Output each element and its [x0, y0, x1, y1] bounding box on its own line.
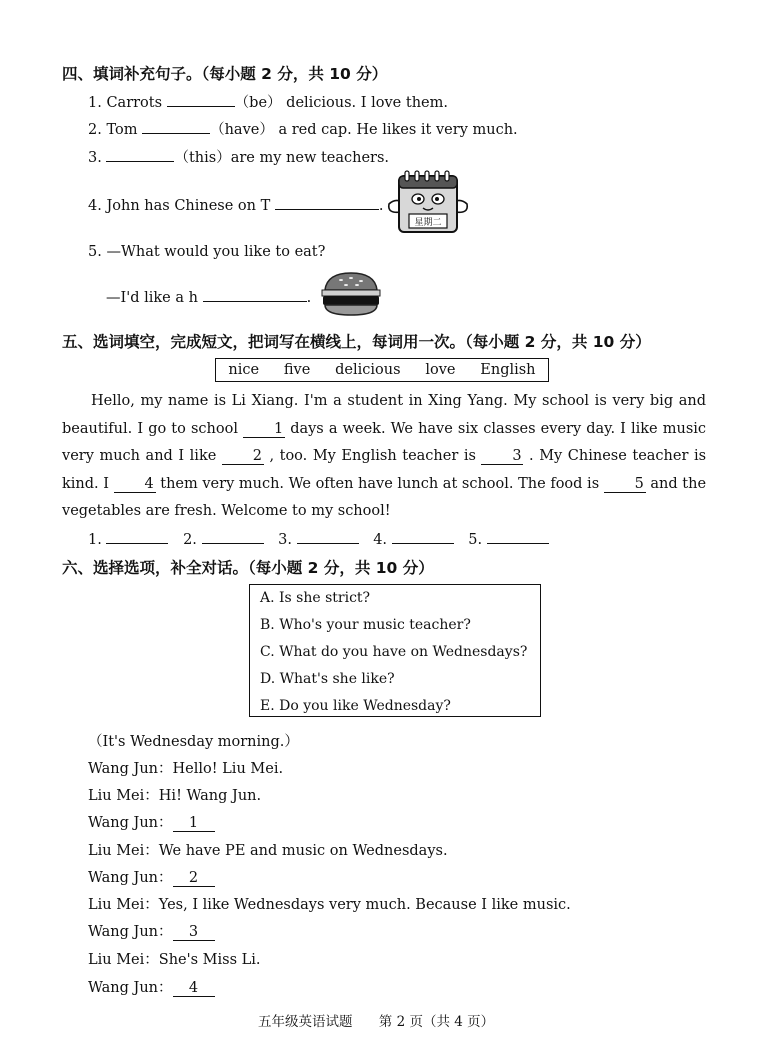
dialogue-blank[interactable]: 2: [173, 870, 215, 887]
speaker: Liu Mei：: [88, 952, 159, 968]
word-bank-item: five: [283, 362, 311, 378]
page-number: 第 2 页（共 4 页）: [378, 1014, 495, 1030]
option-d: D. What's she like?: [260, 671, 395, 687]
q-number: 4.: [88, 198, 102, 214]
passage-blank[interactable]: 2: [222, 448, 264, 465]
s4-q2: 2. Tom （have） a red cap. He likes it very much.: [88, 118, 518, 139]
speaker: Wang Jun：: [88, 980, 173, 996]
dialogue-line: Liu Mei：Yes, I like Wednesdays very much. Because I like music.: [88, 897, 571, 913]
section6-title: 六、选择选项，补全对话。（每小题 2 分，共 10 分）: [62, 559, 434, 577]
dialogue-line: Wang Jun：Hello! Liu Mei.: [88, 761, 284, 777]
hamburger-illustration: [319, 270, 383, 318]
answer-blank[interactable]: [167, 92, 235, 107]
section5-title: 五、选词填空，完成短文，把词写在横线上，每词用一次。（每小题 2 分，共 10 分）: [62, 333, 651, 351]
option-c: C. What do you have on Wednesdays?: [260, 644, 528, 660]
dialogue-blank[interactable]: 1: [173, 815, 215, 832]
dialogue-line: [88, 920, 215, 941]
word-bank-item: English: [480, 362, 536, 378]
answer-blank[interactable]: [106, 529, 168, 544]
calendar-day-label: 星期二: [414, 218, 442, 228]
speaker: Liu Mei：: [88, 897, 159, 913]
speaker: Wang Jun：: [88, 815, 173, 831]
s4-q5-line2: —I'd like a h .: [106, 287, 311, 306]
dialogue-blank[interactable]: 4: [173, 980, 215, 997]
dialogue-line: [88, 811, 215, 832]
q-number: 3.: [88, 150, 102, 166]
option-e: E. Do you like Wednesday?: [260, 698, 451, 714]
speaker: Liu Mei：: [88, 788, 159, 804]
calendar-illustration: [383, 168, 473, 236]
s4-q5-line1: 5. —What would you like to eat?: [88, 244, 326, 260]
answer-blank[interactable]: [275, 195, 379, 210]
answer-blank[interactable]: [142, 119, 210, 134]
answer-blank[interactable]: [202, 529, 264, 544]
s4-q1: 1. Carrots （be） delicious. I love them.: [88, 91, 448, 112]
dialogue-line: Liu Mei：We have PE and music on Wednesdays.: [88, 843, 448, 859]
passage-blank[interactable]: 5: [604, 476, 646, 493]
dialogue-blank[interactable]: 3: [173, 924, 215, 941]
s4-q3: 3. （this）are my new teachers.: [88, 146, 389, 167]
passage-blank[interactable]: 3: [481, 448, 523, 465]
dialogue-line: Liu Mei：She's Miss Li.: [88, 952, 261, 968]
speaker: Wang Jun：: [88, 870, 173, 886]
option-a: A. Is she strict?: [260, 590, 371, 606]
answer-blank[interactable]: [392, 529, 454, 544]
speaker: Wang Jun：: [88, 924, 173, 940]
passage: Hello, my name is Li Xiang. I'm a student in Xing Yang. My school is very big and beautiful. I go to school 1 days a week. We have six classes every day. I like music very much and I like 2 , too. My English teacher is 3 . My Chinese teacher is kind. I 4 them very much. We often have lunch at school. The food is 5 and the vegetables are fresh. Welcome to my school!: [62, 393, 707, 519]
passage-blank[interactable]: 1: [243, 421, 285, 438]
dialogue-line: [88, 976, 215, 997]
word-bank-item: nice: [228, 362, 260, 378]
word-bank-item: delicious: [335, 362, 401, 378]
dialogue-line: Liu Mei：Hi! Wang Jun.: [88, 788, 262, 804]
dialogue-line: [88, 866, 215, 887]
answer-blank[interactable]: [203, 287, 307, 302]
q-number: 2.: [88, 122, 102, 138]
exam-name: 五年级英语试题: [258, 1014, 353, 1030]
speaker: Wang Jun：: [88, 761, 173, 777]
page-footer: [258, 1010, 494, 1030]
q-number: 1.: [88, 95, 102, 111]
s5-answer-row: 1. 2. 3. 4. 5.: [88, 529, 549, 548]
speaker: Liu Mei：: [88, 843, 159, 859]
s4-q4: 4. John has Chinese on T .: [88, 195, 384, 214]
section4-title: 四、填词补充句子。（每小题 2 分，共 10 分）: [62, 65, 388, 83]
options-box: [249, 584, 541, 717]
answer-blank[interactable]: [297, 529, 359, 544]
option-b: B. Who's your music teacher?: [260, 617, 471, 633]
answer-blank[interactable]: [106, 147, 174, 162]
word-bank: [215, 358, 549, 382]
q-number: 5.: [88, 244, 102, 260]
word-bank-item: love: [425, 362, 456, 378]
answer-blank[interactable]: [487, 529, 549, 544]
passage-blank[interactable]: 4: [114, 476, 156, 493]
dialogue-line: （It's Wednesday morning.）: [88, 734, 299, 750]
